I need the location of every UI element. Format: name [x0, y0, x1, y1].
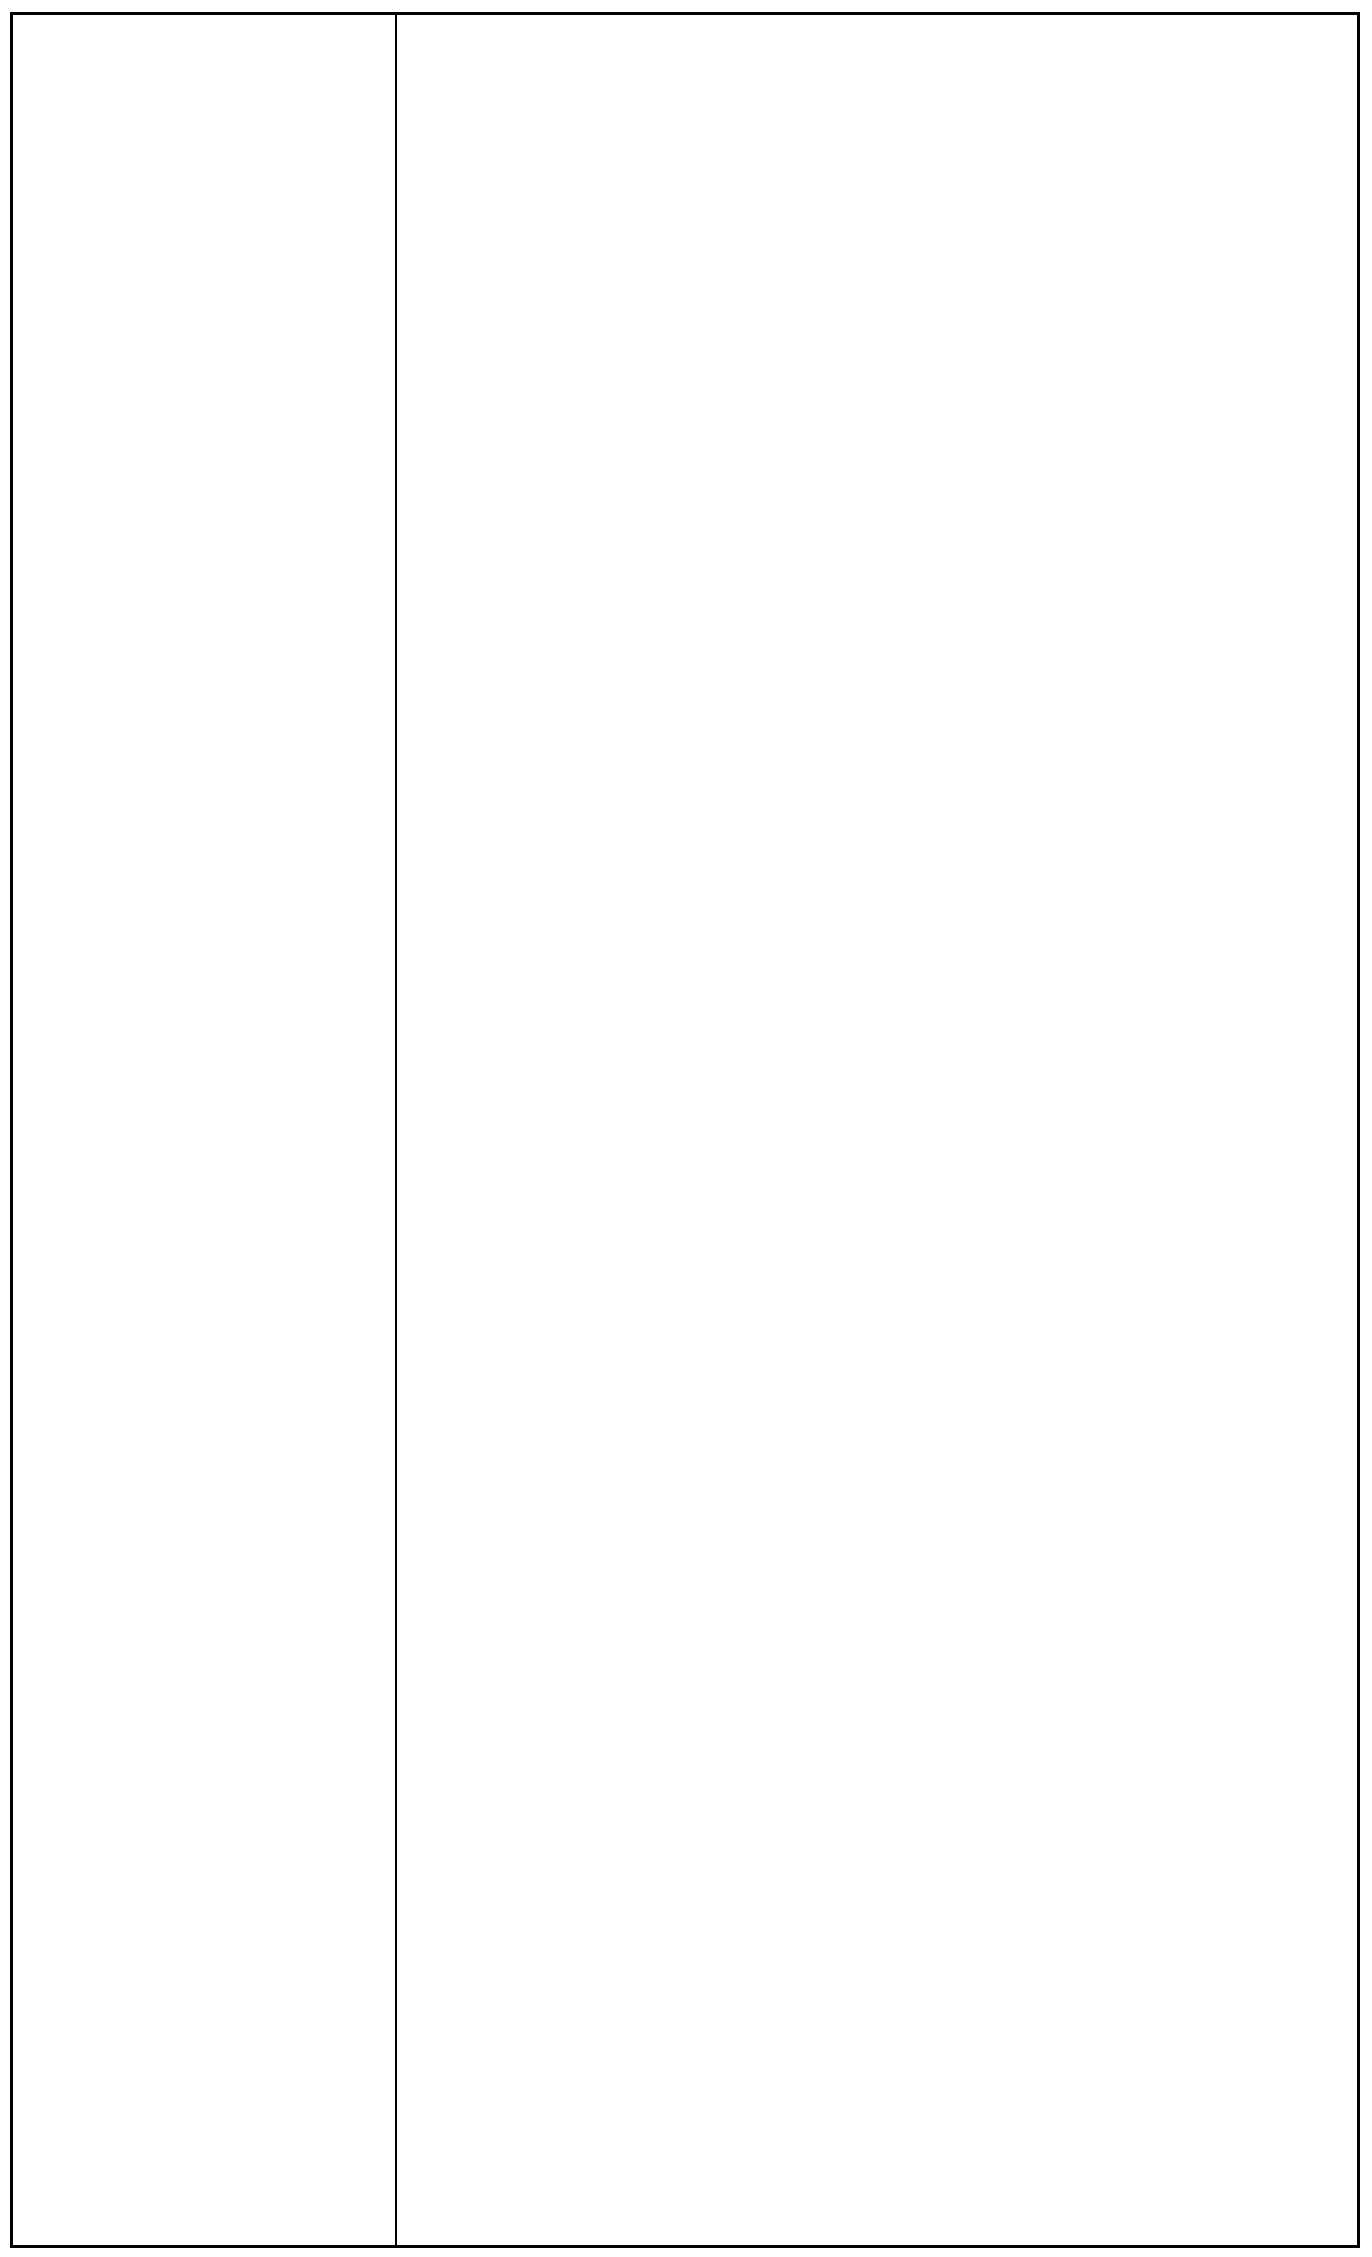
column-divider	[395, 15, 397, 2245]
table	[10, 12, 1360, 2248]
